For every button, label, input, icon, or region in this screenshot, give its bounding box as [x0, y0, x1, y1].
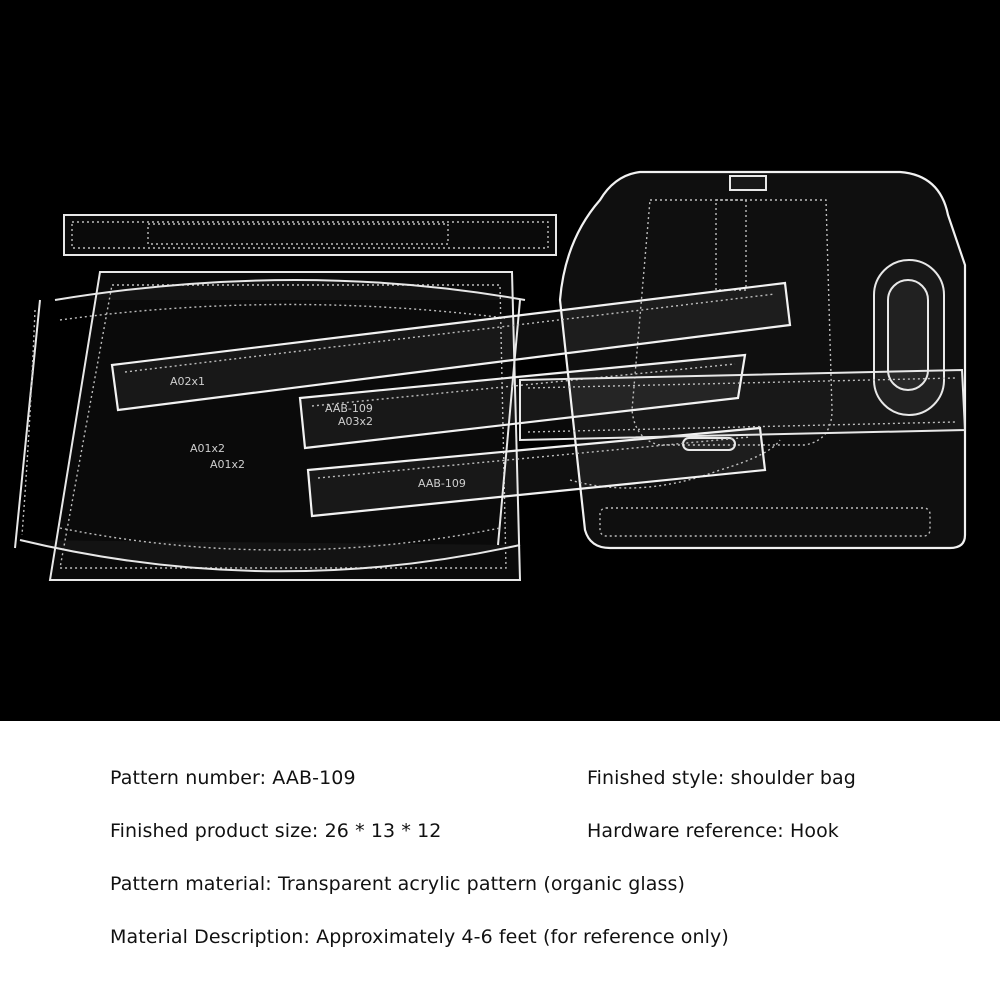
spec-value: Approximately 4-6 feet (for reference only) — [316, 926, 729, 948]
template-label: AAB-109 — [418, 477, 466, 490]
spec-label: Hardware reference: — [587, 820, 784, 842]
template-label: A01x2 — [190, 442, 226, 455]
spec-hardware — [587, 820, 839, 842]
spec-label: Material Description: — [110, 926, 310, 948]
spec-value: Transparent acrylic pattern (organic glass) — [277, 873, 686, 895]
template-label: A01x2 — [210, 458, 246, 471]
template-label: A03x2 — [338, 415, 374, 428]
spec-value: shoulder bag — [730, 767, 856, 789]
bag-front-template — [560, 172, 965, 548]
spec-label: Pattern number: — [110, 767, 267, 789]
template-label: AAB-109 — [325, 402, 373, 415]
spec-value: 26 * 13 * 12 — [324, 820, 442, 842]
spec-product-size — [110, 820, 441, 842]
spec-finished-style — [587, 767, 856, 789]
spec-panel — [0, 721, 1000, 1000]
spec-pattern-number — [110, 767, 356, 789]
spec-material — [110, 873, 685, 895]
spec-value: AAB-109 — [272, 767, 356, 789]
spec-value: Hook — [789, 820, 839, 842]
spec-label: Finished product size: — [110, 820, 319, 842]
template-label: A02x1 — [170, 375, 206, 388]
long-strap-template — [520, 370, 965, 440]
top-strap-template — [64, 215, 556, 255]
spec-label: Finished style: — [587, 767, 725, 789]
spec-description — [110, 926, 729, 948]
spec-label: Pattern material: — [110, 873, 272, 895]
